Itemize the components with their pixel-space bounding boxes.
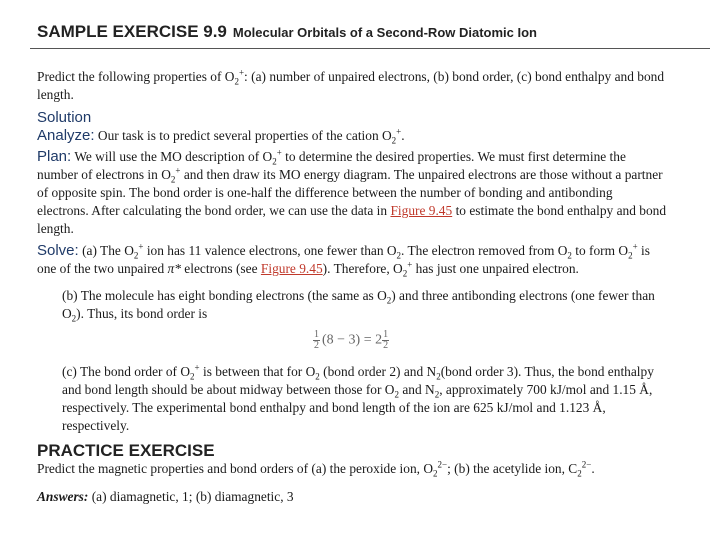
exercise-number: SAMPLE EXERCISE 9.9 <box>37 22 227 41</box>
solve-label: Solve: <box>37 242 79 259</box>
exercise-title <box>37 22 697 42</box>
practice-exercise-heading: PRACTICE EXERCISE <box>37 441 215 460</box>
title-divider <box>30 48 710 49</box>
plan-paragraph: Plan: We will use the MO description of $O_2^+$ to determine the desired properties. We must first determine the number of electrons in $O_2^+$ and then draw its MO energy diagram. The unpaired electrons are those without a partner of opposite spin. The bond order is one-half the difference between the number of bonding and antibonding electrons. After calculating the bond order, we can use the data in Figure 9.45 to estimate the bond enthalpy and bond length. <box>37 147 667 236</box>
fraction-one-half: $\frac{1}{2}$ <box>314 329 319 351</box>
fraction-whole: $\frac{1}{2}$ <box>383 329 389 351</box>
exercise-subtitle: Molecular Orbitals of a Second-Row Diatomic Ion <box>232 25 537 40</box>
figure-9-45-link-2[interactable]: Figure 9.45 <box>260 261 323 276</box>
problem-statement: Predict the following properties of $O_2^+$: (a) number of unpaired electrons, (b) bond order, (c) bond enthalpy and bond length. <box>37 67 665 102</box>
analyze-paragraph: Analyze: Our task is to predict several properties of the cation $O_2^+$. <box>37 126 405 146</box>
plan-label: Plan: <box>37 148 72 165</box>
answers-label: Answers: <box>37 489 89 504</box>
practice-question: Predict the magnetic properties and bond orders of (a) the peroxide ion, $O_2^{2-}$; (b) the acetylide ion, $C_2^{2-}$. <box>37 459 595 479</box>
figure-9-45-link[interactable]: Figure 9.45 <box>390 203 453 218</box>
analyze-label: Analyze: <box>37 127 95 144</box>
solve-b-paragraph: (b) The molecule has eight bonding electrons (the same as $O_2$) and three antibonding electrons (one fewer than $O_2$). Thus, its bond order is <box>62 288 655 324</box>
bond-order-formula: $\frac{1}{2}$ (8 − 3) = 2 $\frac{1}{2}$ <box>314 329 389 351</box>
solution-heading: Solution <box>37 109 92 126</box>
practice-answers: Answers: (a) diamagnetic, 1; (b) diamagnetic, 3 <box>37 489 294 504</box>
solve-a-paragraph: Solve: (a) The $O_2^+$ ion has 11 valence electrons, one fewer than $O_2$. The electron removed from $O_2$ to form $O_2^+$ is one of the two unpaired π* electrons (see Figure 9.45). Therefore, $O_2^+$ has just one unpaired electron. <box>37 241 650 279</box>
solve-c-paragraph: (c) The bond order of $O_2^+$ is between that for $O_2$ (bond order 2) and $N_2(bond$ order 3). Thus, the bond enthalpy and bond length should be about midway between those for $O_2$ and $N_2$, approximately 700 kJ/mol and 1.15 Å, respectively. The experimental bond enthalpy and bond length of the ion are 625 kJ/mol and 1.123 Å, respectively. <box>62 362 654 433</box>
